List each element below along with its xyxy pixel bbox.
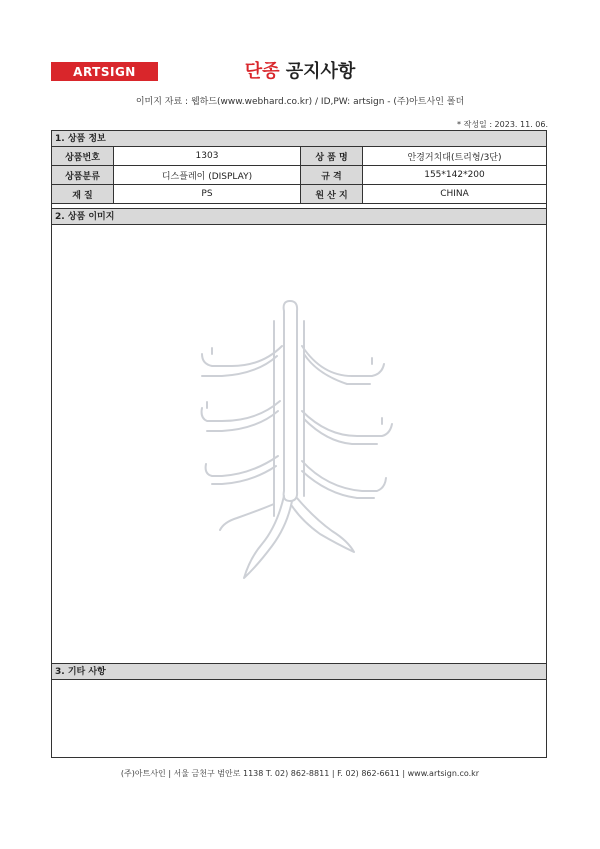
value-product-name: 안경거치대(트리형/3단) (363, 147, 547, 166)
title-rest: 공지사항 (279, 61, 356, 82)
section-other-notes-header: 3. 기타 사항 (52, 663, 546, 680)
product-info-table (52, 147, 546, 204)
value-product-number: 1303 (114, 147, 301, 166)
other-notes-body (52, 680, 546, 757)
value-category: 디스플레이 (DISPLAY) (114, 166, 301, 185)
label-size: 규 격 (301, 166, 363, 185)
page-title (0, 57, 600, 83)
title-accent: 단종 (244, 61, 280, 82)
image-source-note: 이미지 자료 : 웹하드(www.webhard.co.kr) / ID,PW: artsign - (주)아트사인 폴더 (135, 97, 465, 107)
written-date: * 작성일 : 2023. 11. 06. (457, 120, 548, 129)
value-material: PS (114, 185, 301, 204)
label-origin: 원 산 지 (301, 185, 363, 204)
label-product-name: 상 품 명 (301, 147, 363, 166)
table-row (52, 166, 546, 185)
product-image-area (52, 226, 546, 663)
table-row (52, 147, 546, 166)
table-row (52, 185, 546, 204)
value-origin: CHINA (363, 185, 547, 204)
notice-frame (51, 130, 547, 758)
label-category: 상품분류 (52, 166, 114, 185)
label-material: 재 질 (52, 185, 114, 204)
eyeglass-stand-image (52, 226, 546, 663)
section-product-image-header: 2. 상품 이미지 (52, 208, 546, 225)
section-product-info-header: 1. 상품 정보 (52, 131, 546, 147)
footer-company-info: (주)아트사인 | 서울 금천구 범안로 1138 T. 02) 862-8811 | F. 02) 862-6611 | www.artsign.co.kr (120, 769, 480, 778)
value-size: 155*142*200 (363, 166, 547, 185)
artsign-logo: ARTSIGN (51, 62, 158, 81)
label-product-number: 상품번호 (52, 147, 114, 166)
